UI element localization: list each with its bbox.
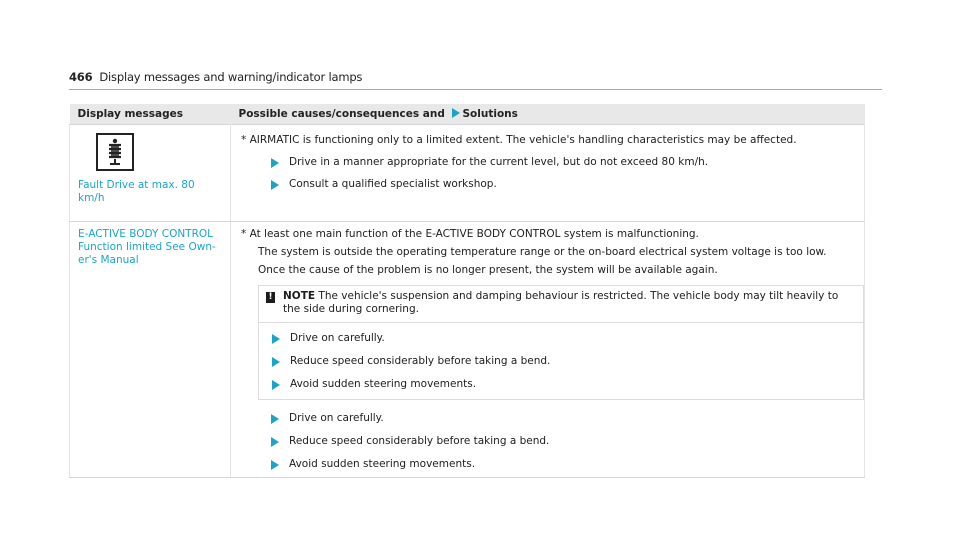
table-row	[70, 125, 865, 222]
arrow-right-icon	[272, 357, 280, 367]
suspension-spring-icon	[96, 133, 134, 171]
warning-icon: !	[266, 292, 275, 303]
arrow-right-icon	[271, 414, 279, 424]
message-text-line: Function limited See Own-	[78, 241, 216, 253]
note-step: Avoid sudden steering movements.	[259, 378, 863, 391]
solution-step: Avoid sudden steering movements.	[241, 458, 856, 471]
cause-text: * At least one main function of the E-ACTIVE BODY CONTROL system is malfunctioning.	[241, 228, 699, 240]
col-causes-header: Possible causes/consequences and Solutions	[231, 104, 865, 125]
arrow-right-icon	[271, 180, 279, 190]
note-box	[258, 285, 864, 400]
note-text: The vehicle's suspension and damping behaviour is restricted. The vehicle body may tilt heavily to the side during cornering.	[283, 290, 839, 315]
display-messages-table	[69, 104, 865, 478]
note-step: Drive on carefully.	[259, 332, 863, 345]
arrow-right-icon	[272, 334, 280, 344]
arrow-right-icon	[272, 380, 280, 390]
arrow-right-icon	[271, 158, 279, 168]
page-header-title: Display messages and warning/indicator lamps	[99, 70, 363, 84]
message-text-line: Fault Drive at max. 80	[78, 179, 195, 191]
arrow-right-icon	[271, 460, 279, 470]
solution-step: Drive in a manner appropriate for the current level, but do not exceed 80 km/h.	[241, 156, 856, 169]
arrow-right-icon	[452, 108, 460, 118]
cause-text: Once the cause of the problem is no longer present, the system will be available again.	[258, 264, 718, 276]
page-header	[69, 70, 362, 84]
solution-step: Reduce speed considerably before taking a bend.	[241, 435, 856, 448]
message-text-line: km/h	[78, 192, 105, 204]
cause-text: The system is outside the operating temperature range or the on-board electrical system voltage is too low.	[258, 246, 827, 258]
table-header-row	[70, 104, 865, 125]
note-steps	[259, 322, 863, 399]
message-text-line: E-ACTIVE BODY CONTROL	[78, 228, 214, 240]
note	[259, 286, 863, 322]
arrow-right-icon	[271, 437, 279, 447]
note-step: Reduce speed considerably before taking a bend.	[259, 355, 863, 368]
note-label: NOTE	[283, 290, 316, 302]
table-row	[70, 222, 865, 478]
cause-cell	[231, 125, 865, 222]
cause-cell	[231, 222, 865, 478]
message-text-line: er's Manual	[78, 254, 139, 266]
page-number: 466	[69, 70, 93, 84]
solution-step: Drive on carefully.	[241, 412, 856, 425]
message-cell	[70, 125, 231, 222]
col-display-messages-header: Display messages	[70, 104, 231, 125]
header-divider	[69, 89, 882, 90]
message-cell	[70, 222, 231, 478]
solution-step: Consult a qualified specialist workshop.	[241, 178, 856, 191]
cause-text: * AIRMATIC is functioning only to a limited extent. The vehicle's handling characteristics may be affected.	[241, 134, 797, 146]
